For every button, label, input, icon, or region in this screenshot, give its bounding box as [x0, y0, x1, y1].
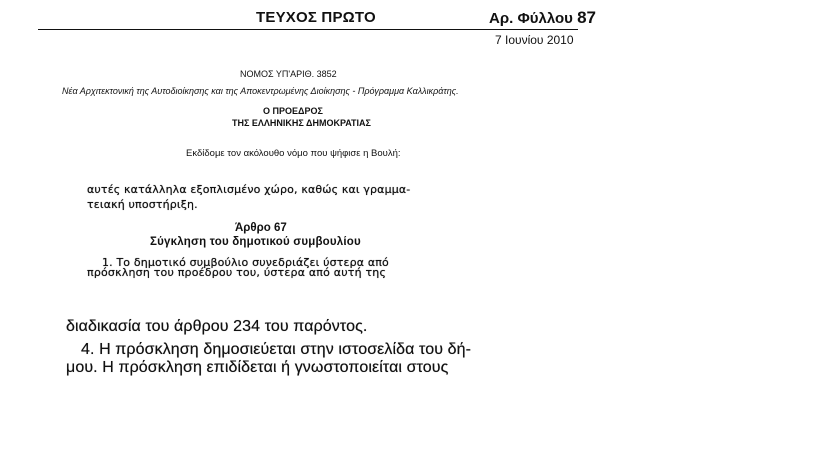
sheet-number-value: 87	[577, 8, 596, 27]
enactment-clause: Εκδίδομε τον ακόλουθο νόμο που ψήφισε η Βουλή:	[186, 148, 401, 159]
excerpt-cut-line	[87, 266, 499, 279]
body-line: 4. Η πρόσκληση δημοσιεύεται στην ιστοσελίδα του δή-	[81, 341, 472, 358]
president-heading-line2: ΤΗΣ ΕΛΛΗΝΙΚΗΣ ΔΗΜΟΚΡΑΤΙΑΣ	[232, 118, 371, 128]
sheet-number	[489, 8, 596, 28]
excerpt-cut-text: πρόσκληση του προέδρου του, ύστερα από αυτή της	[87, 266, 387, 279]
article-title: Σύγκληση του δημοτικού συμβουλίου	[150, 236, 361, 248]
president-heading-line1: Ο ΠΡΟΕΔΡΟΣ	[263, 106, 323, 116]
article-number: Άρθρο 67	[235, 222, 287, 234]
sheet-label: Αρ. Φύλλου	[489, 10, 573, 27]
law-number: ΝΟΜΟΣ ΥΠ'ΑΡΙΘ. 3852	[240, 69, 337, 79]
body-line: διαδικασία του άρθρου 234 του παρόντος.	[66, 318, 368, 335]
excerpt-line: αυτές κατάλληλα εξοπλισμένο χώρο, καθώς και γραμμα-	[87, 183, 411, 196]
body-cut-line	[66, 359, 486, 376]
law-title: Νέα Αρχιτεκτονική της Αυτοδιοίκησης και της Αποκεντρωμένης Διοίκησης - Πρόγραμμα Καλλικράτης.	[62, 86, 459, 96]
issue-date: 7 Ιουνίου 2010	[495, 33, 574, 47]
body-cut-text: μου. Η πρόσκληση επιδίδεται ή γνωστοποιείται στους	[66, 359, 449, 376]
excerpt-line: 1. Το δημοτικό συμβούλιο συνεδριάζει ύστερα από	[102, 256, 389, 269]
issue-label: ΤΕΥΧΟΣ ΠΡΩΤΟ	[256, 9, 376, 26]
header-rule	[38, 29, 578, 30]
excerpt-line: τειακή υποστήριξη.	[87, 198, 198, 211]
